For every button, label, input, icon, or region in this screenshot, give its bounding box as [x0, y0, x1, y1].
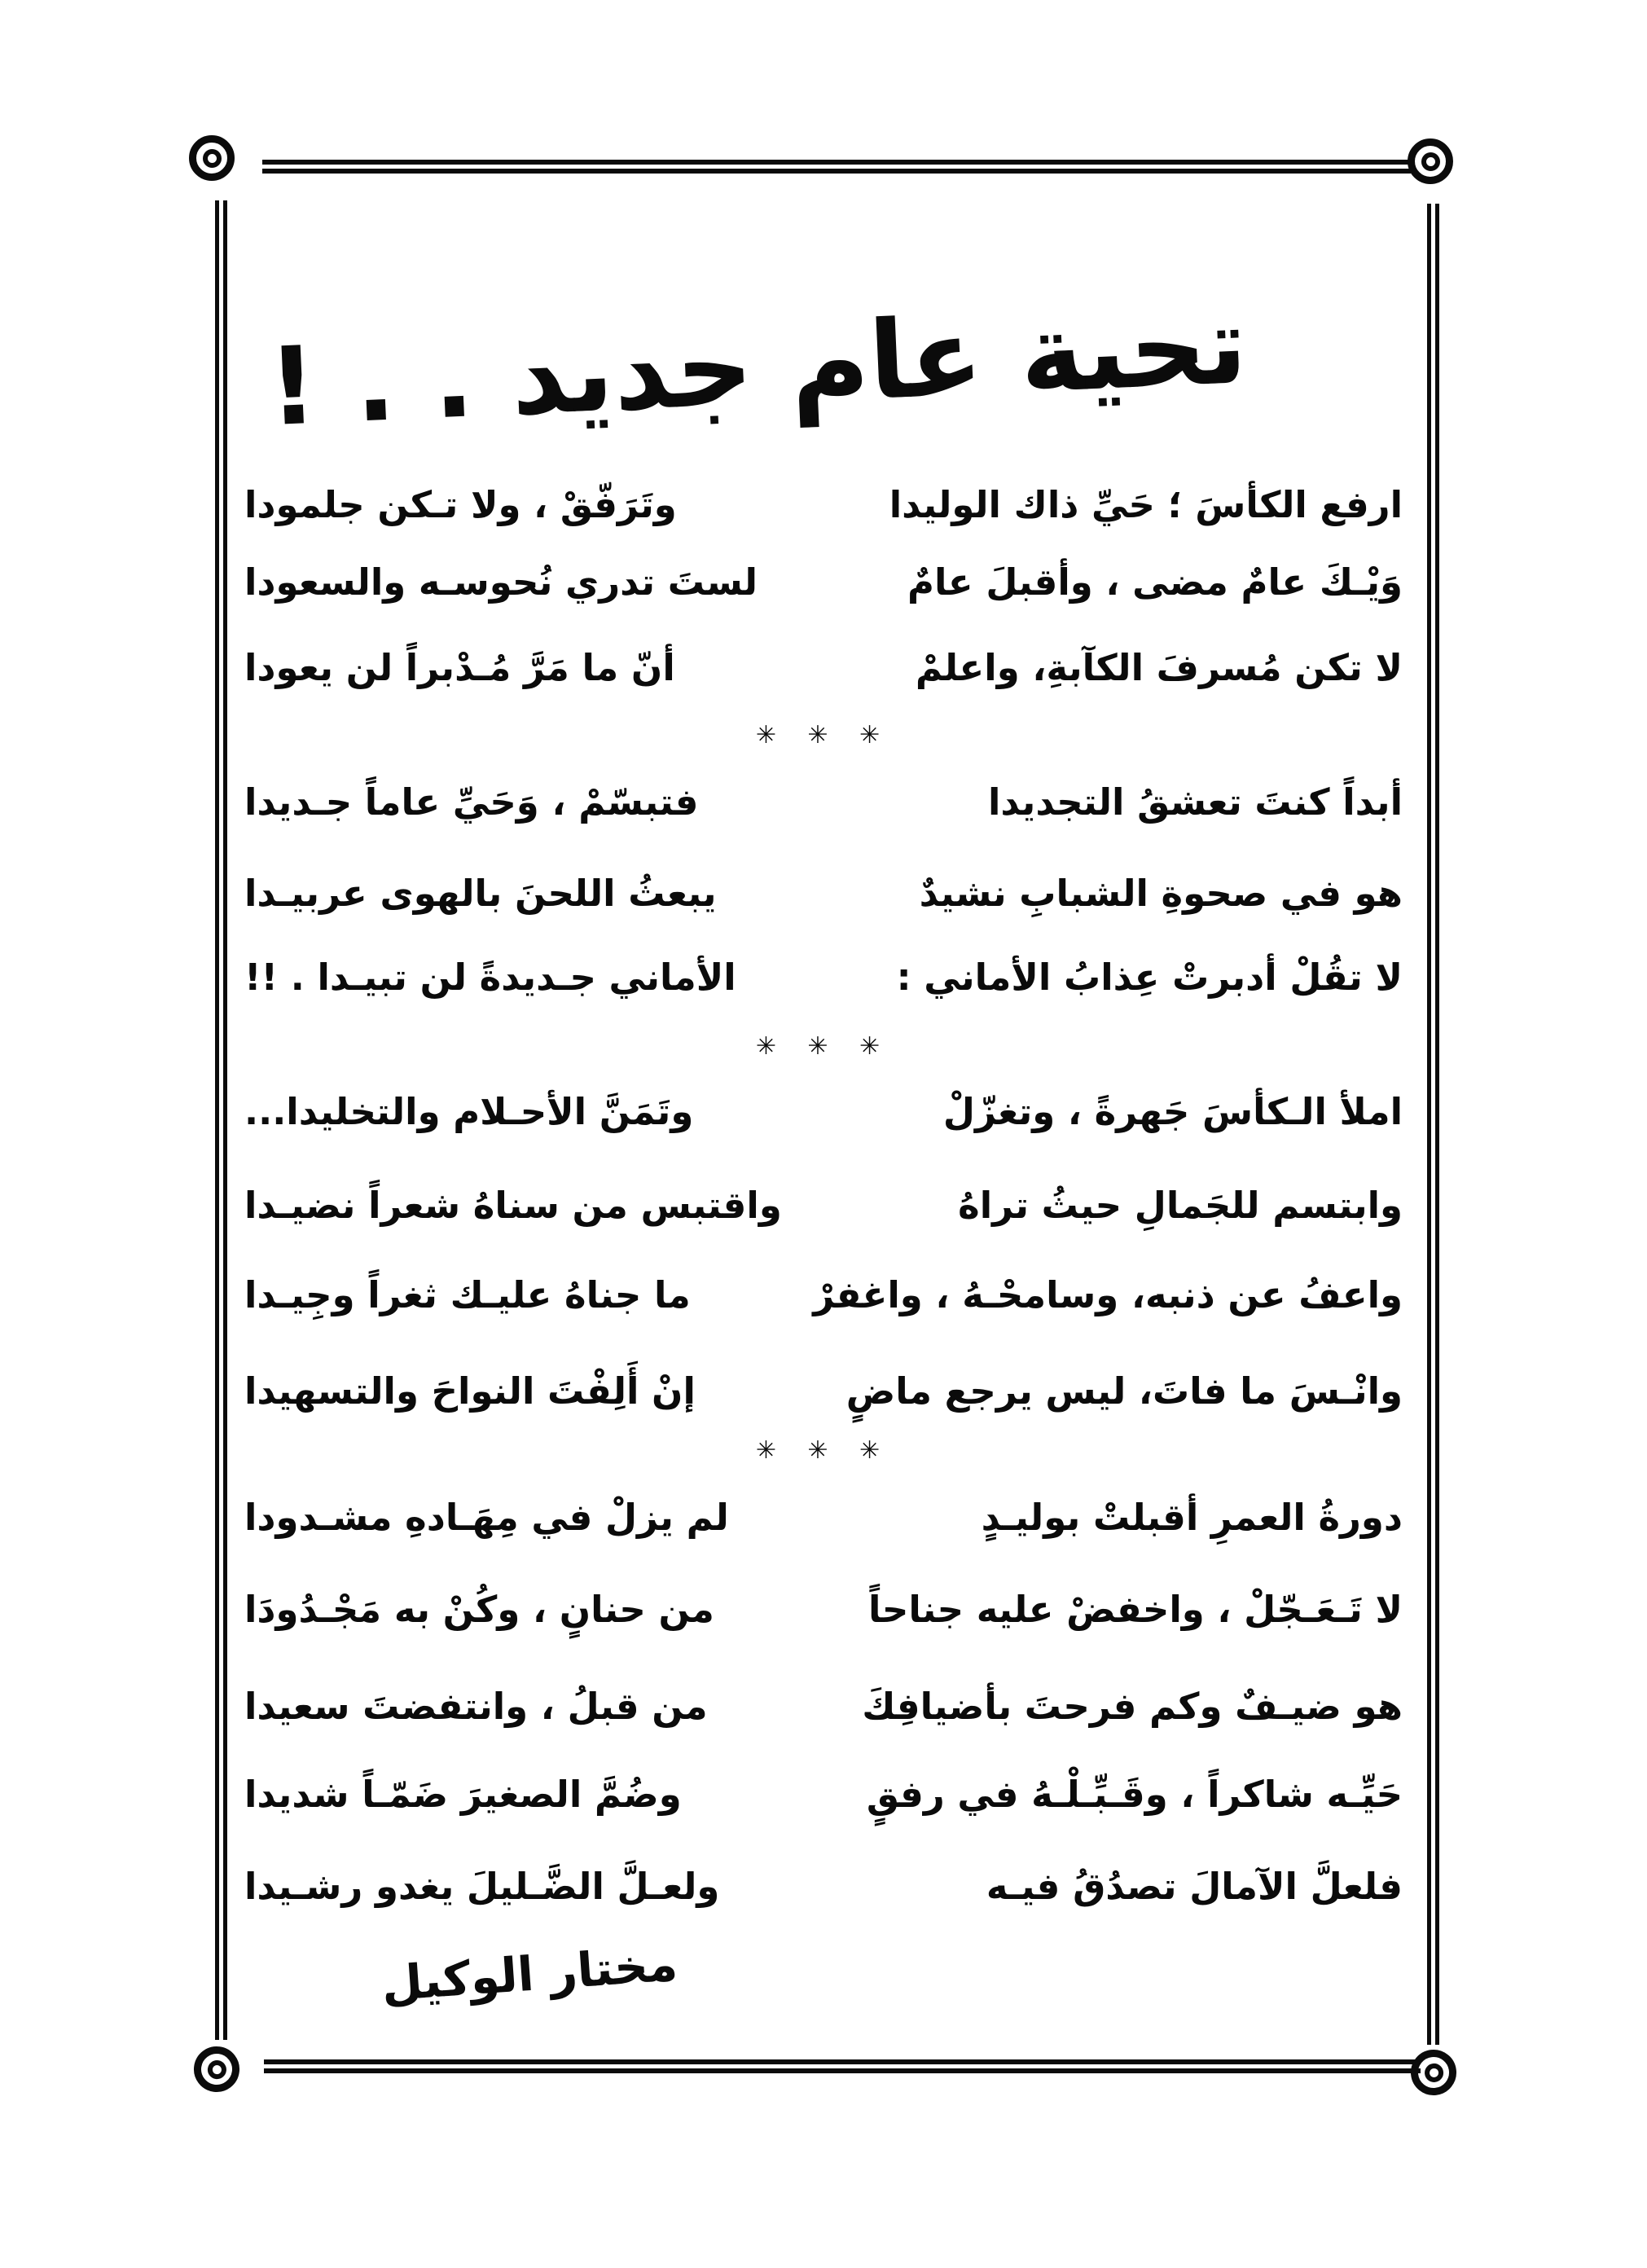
verse-line [244, 766, 1403, 839]
author-signature: مختار الوكيل [380, 1936, 679, 2012]
verse-line [244, 857, 1403, 930]
corner-ring-icon [191, 2043, 242, 2094]
corner-ring-inner [203, 149, 222, 168]
corner-ring-inner [1423, 2062, 1443, 2082]
hemistich-right: وَيْـكَ عامٌ مضى ، وأقبلَ عامٌ [907, 560, 1403, 604]
corner-ring-icon [189, 135, 235, 181]
hemistich-right: ارفع الكأسَ ؛ حَيِّ ذاك الوليدا [889, 483, 1403, 526]
verse-line [244, 1758, 1403, 1831]
hemistich-right: لا تقُلْ أدبرتْ عِذابُ الأماني : [896, 956, 1403, 999]
verse-line [244, 1481, 1403, 1554]
hemistich-right: أبداً كنتَ تعشقُ التجديدا [988, 780, 1403, 824]
hemistich-right: دورةُ العمرِ أقبلتْ بوليـدٍ [981, 1496, 1403, 1539]
verse-line [244, 1573, 1403, 1646]
stanza-separator: ✳ ✳ ✳ [755, 721, 892, 749]
corner-ring-icon [1408, 138, 1453, 184]
stanza-separator: ✳ ✳ ✳ [755, 1032, 892, 1061]
hemistich-right: فلعلَّ الآمالَ تصدُقُ فيـه [986, 1865, 1403, 1908]
verse-line [244, 1169, 1403, 1242]
hemistich-left: من حنانٍ ، وكُنْ به مَجْـدُودَا [244, 1588, 714, 1631]
hemistich-right: املأ الـكأسَ جَهرةً ، وتغزّلْ [942, 1090, 1403, 1133]
hemistich-right: واعفُ عن ذنبه، وسامحْـهُ ، واغفرْ [813, 1273, 1403, 1316]
hemistich-left: أنّ ما مَرَّ مُـدْبراً لن يعودا [244, 646, 675, 689]
poem-title: تحية عام جديد . . ! [265, 282, 1250, 451]
hemistich-left: لستَ تدري نُحوسـه والسعودا [244, 560, 758, 604]
hemistich-left: ما جناهُ عليـك ثغراً وجِيـدا [244, 1273, 691, 1316]
hemistich-right: هو في صحوةِ الشبابِ نشيدٌ [919, 872, 1403, 915]
verse-line [244, 1670, 1403, 1743]
corner-ring-inner [206, 2059, 227, 2080]
hemistich-left: من قبلُ ، وانتفضتَ سعيدا [244, 1685, 708, 1728]
verse-line [244, 631, 1403, 705]
verse-line [244, 1850, 1403, 1923]
hemistich-left: وتَرَفّقْ ، ولا تـكن جلمودا [244, 483, 677, 526]
hemistich-left: واقتبس من سناهُ شعراً نضيـدا [244, 1184, 782, 1227]
hemistich-left: إنْ أَلِفْتَ النواحَ والتسهيدا [244, 1369, 696, 1413]
hemistich-right: وانْـسَ ما فاتَ، ليس يرجع ماضٍ [845, 1369, 1403, 1413]
hemistich-left: لم يزلْ في مِهَـادهِ مشـدودا [244, 1496, 729, 1539]
hemistich-right: هو ضيـفٌ وكم فرحتَ بأضيافِكَ [862, 1685, 1403, 1728]
hemistich-right: لا تكن مُسرفَ الكآبةِ، واعلمْ [915, 646, 1403, 689]
verse-line [244, 1075, 1403, 1149]
hemistich-left: الأماني جـديدةً لن تبيـدا . !! [244, 956, 736, 999]
verse-line [244, 1355, 1403, 1428]
hemistich-right: حَيِّـه شاكراً ، وقَـبِّـلْـهُ في رفقٍ [866, 1773, 1403, 1816]
verse-line [244, 468, 1403, 542]
frame-border-right [1427, 204, 1439, 2045]
verse-line [244, 941, 1403, 1014]
hemistich-left: ولعـلَّ الضَّـليلَ يغدو رشـيدا [244, 1865, 720, 1908]
hemistich-left: فتبسّمْ ، وَحَيِّ عاماً جـديدا [244, 780, 699, 824]
corner-ring-inner [1421, 152, 1440, 171]
hemistich-right: وابتسم للجَمالِ حيثُ تراهُ [958, 1184, 1403, 1227]
hemistich-left: وتَمَنَّ الأحـلام والتخليدا... [244, 1090, 694, 1133]
frame-border-bottom [264, 2059, 1421, 2073]
verse-line [244, 546, 1403, 619]
hemistich-left: وضُمَّ الصغيرَ ضَمّـاً شديدا [244, 1773, 682, 1816]
hemistich-left: يبعثُ اللحنَ بالهوى عربيـدا [244, 872, 717, 915]
frame-border-left [215, 200, 227, 2040]
hemistich-right: لا تَـعَـجّلْ ، واخفضْ عليه جناحاً [868, 1588, 1403, 1631]
stanza-separator: ✳ ✳ ✳ [755, 1436, 892, 1465]
verse-line [244, 1259, 1403, 1332]
frame-border-top [262, 160, 1411, 174]
corner-ring-icon [1408, 2047, 1459, 2098]
